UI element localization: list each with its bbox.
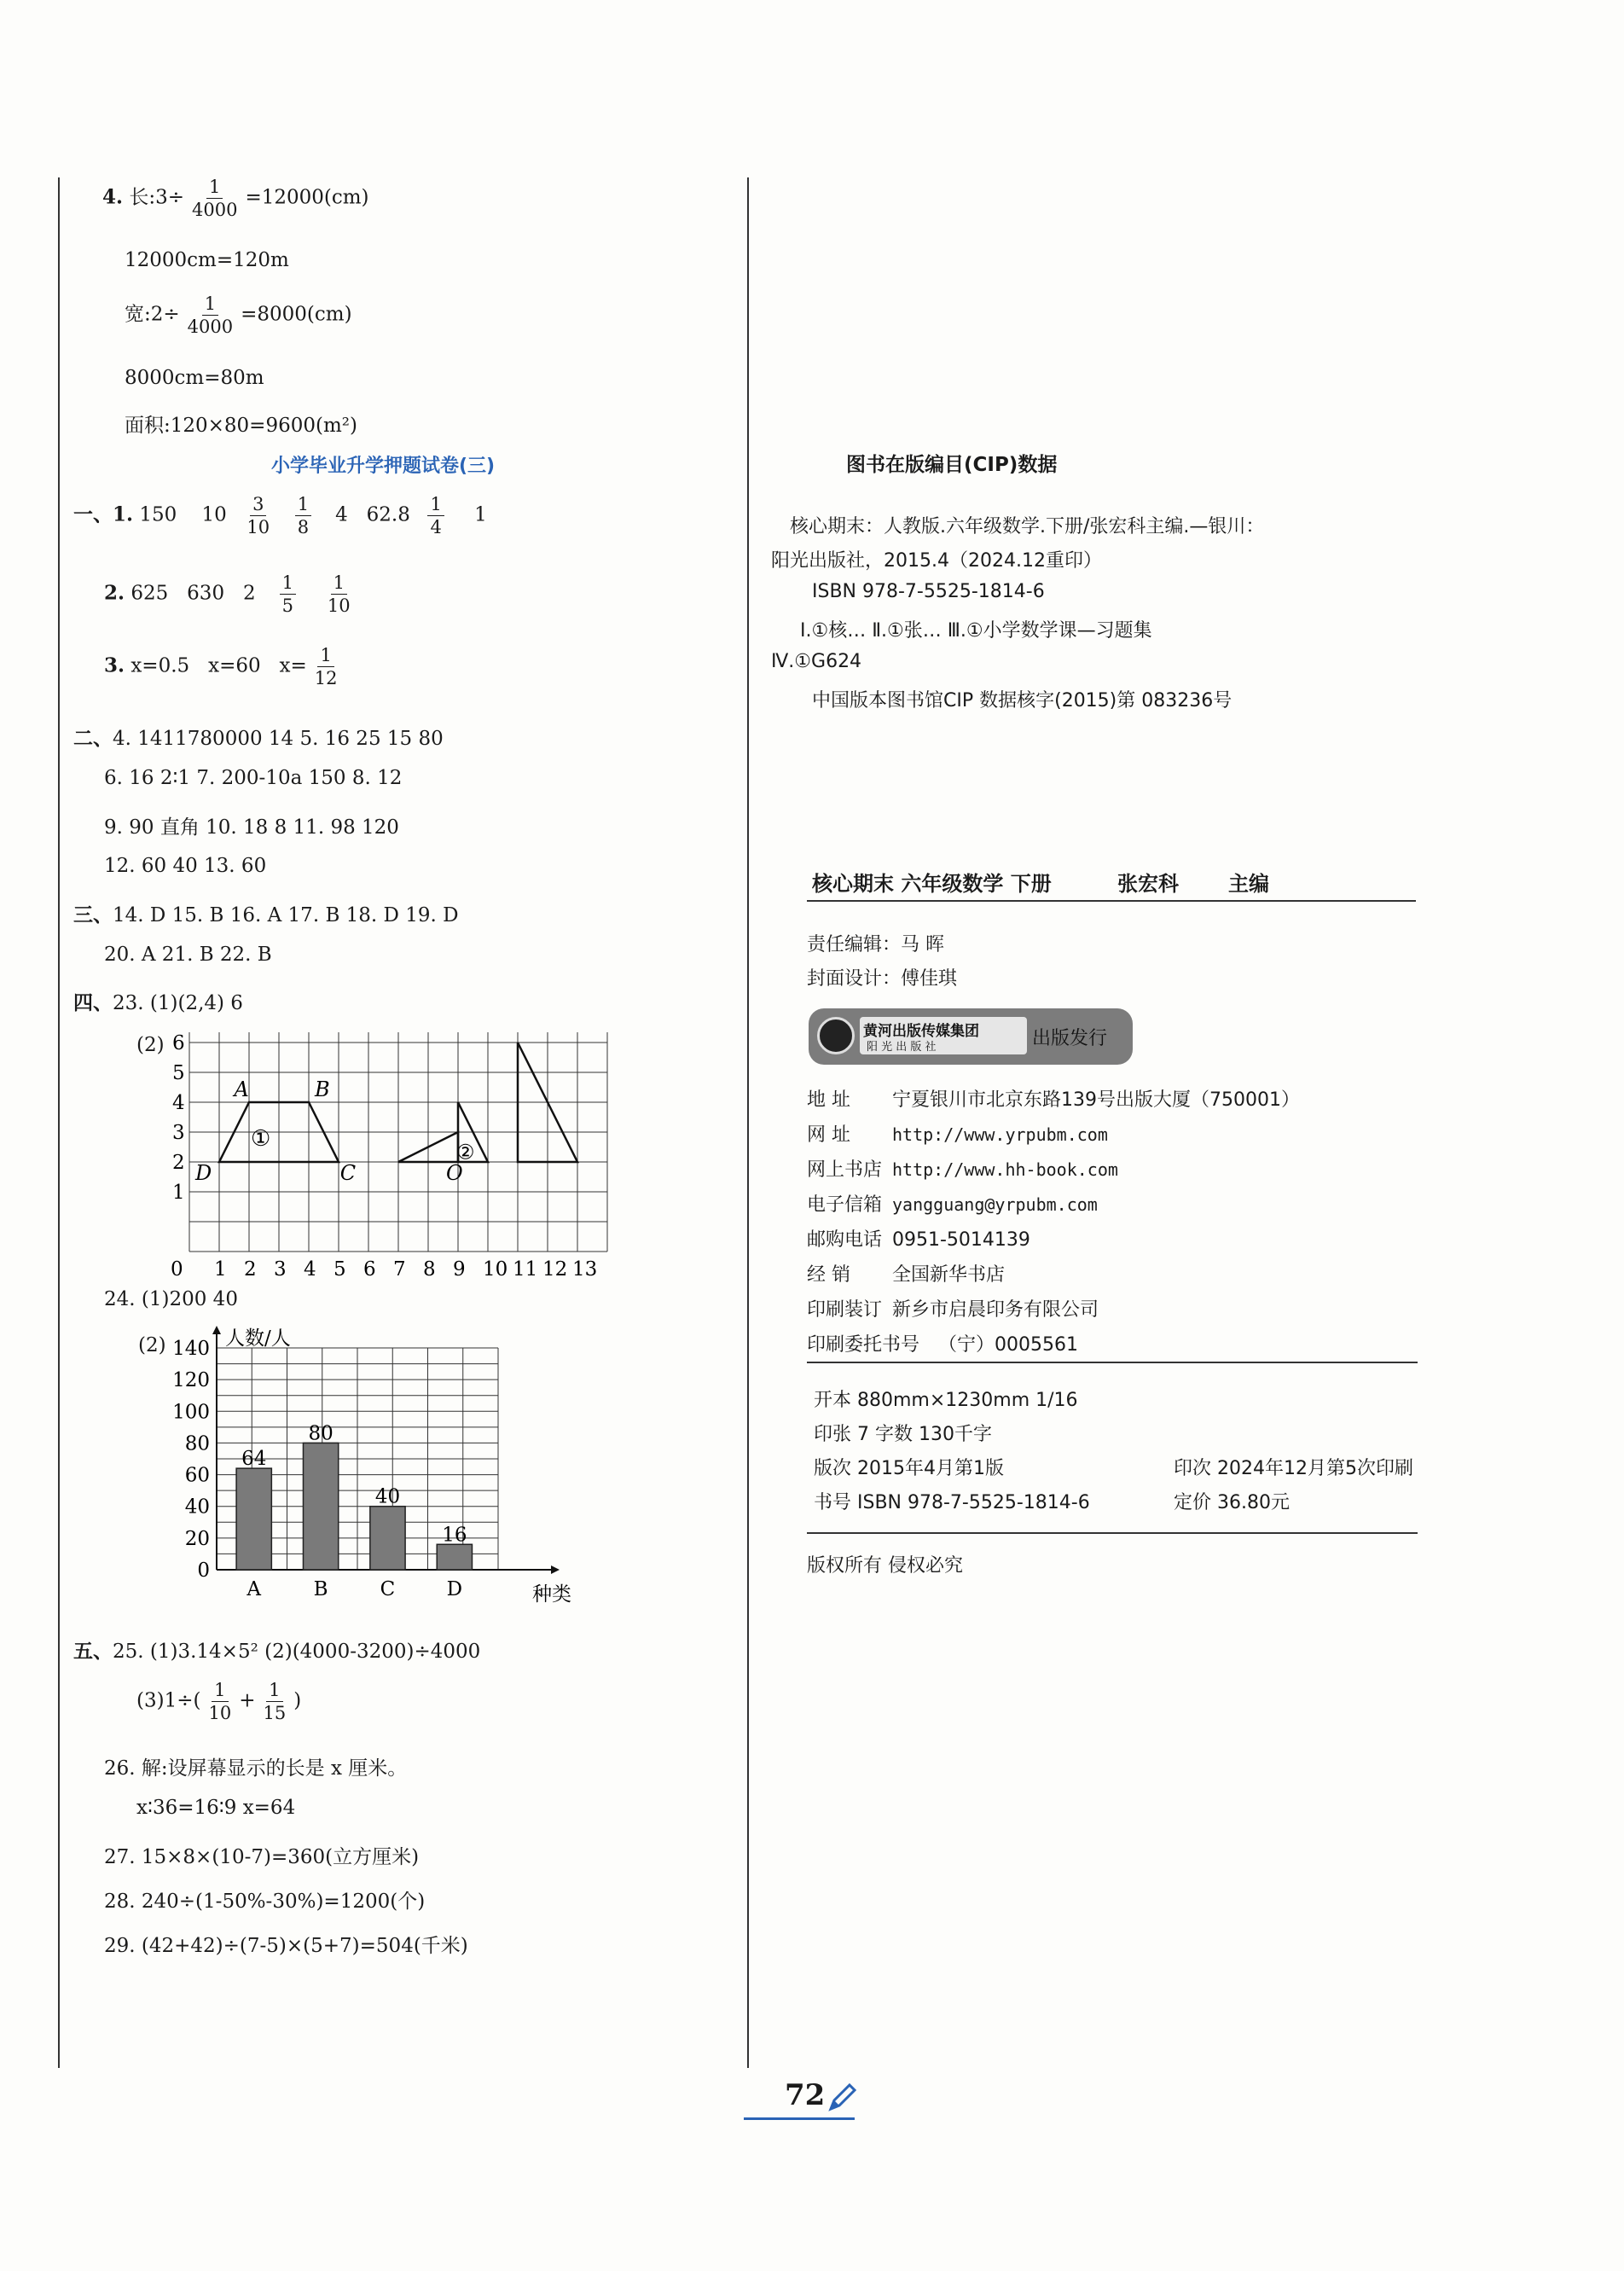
y-tick-label: 140 (172, 1338, 210, 1360)
shape-label: ① (251, 1125, 271, 1152)
x-tick-label: 2 (244, 1258, 257, 1281)
y-tick-label: 2 (172, 1152, 185, 1174)
q4-line4: 8000cm=80m (125, 367, 264, 389)
s1-q3: 3. x=0.5 x=60 x= $\frac{1}{12}$ (104, 646, 345, 688)
publisher-group: 黄河出版传媒集团 (863, 1023, 979, 1040)
grid-labels (194, 1077, 475, 1185)
printing: 印次 2024年12月第5次印刷 (1174, 1458, 1413, 1479)
format: 开本 880mm×1230mm 1/16 (814, 1390, 1078, 1411)
coordinate-grid-figure (128, 1032, 623, 1281)
y-tick-label: 6 (172, 1032, 185, 1054)
s2-row2: 6. 16 2∶1 7. 200-10a 150 8. 12 (104, 767, 403, 789)
s1-q1: 一、1. 150 10 $\frac{3}{10}$ $\frac{1}{8}$ 4 62.8 $\frac{1}{4}$ 1 (73, 494, 487, 538)
y-tick-label: 3 (172, 1122, 185, 1144)
q4-number: 4. (102, 185, 124, 209)
cip-line: Ⅰ.①核… Ⅱ.①张… Ⅲ.①小学数学课—习题集 (800, 620, 1152, 642)
x-tick-label: 6 (363, 1258, 376, 1281)
info-row: 印刷委托书号 （宁）0005561 (807, 1334, 1078, 1356)
y-tick-label: 100 (172, 1401, 210, 1424)
cip-line: ISBN 978-7-5525-1814-6 (812, 581, 1045, 602)
cip-title: 图书在版编目(CIP)数据 (846, 454, 1058, 476)
category-label: C (380, 1578, 396, 1600)
fraction: $\frac{1}{4000}$ (187, 293, 234, 338)
q4-text: 长:3÷ (129, 186, 184, 209)
bar (303, 1443, 338, 1570)
bar-value-label: 64 (241, 1448, 267, 1471)
fraction: $\frac{1}{4}$ (427, 495, 444, 537)
x-tick-label: 7 (393, 1258, 406, 1281)
logo-emblem-icon (817, 1017, 855, 1054)
x-tick-label: 3 (274, 1258, 287, 1281)
q4-line5: 面积:120×80=9600(m²) (125, 415, 357, 437)
bar (236, 1468, 271, 1570)
q4-line1 (102, 177, 369, 219)
y-tick-label: 5 (172, 1062, 185, 1084)
responsible-editor: 责任编辑：马 晖 (807, 934, 944, 955)
s5-q26b: x∶36=16∶9 x=64 (136, 1797, 296, 1819)
fraction: $\frac{3}{10}$ (246, 494, 270, 538)
info-row: 网 址 http://www.yrpubm.com (807, 1124, 1108, 1146)
cover-design: 封面设计：傅佳琪 (807, 968, 958, 990)
publisher-name: 阳 光 出 版 社 (867, 1041, 937, 1054)
y-tick-label: 60 (184, 1464, 210, 1487)
title-rule (807, 900, 1416, 902)
y-axis-label: 人数/人 (225, 1327, 291, 1350)
x-tick-label: 13 (572, 1258, 598, 1281)
point-label: B (315, 1077, 330, 1101)
y-tick-label: 0 (197, 1559, 210, 1582)
x-tick-label: 5 (334, 1258, 346, 1281)
category-label: B (313, 1578, 328, 1600)
s3-row1: 三、14. D 15. B 16. A 17. B 18. D 19. D (73, 903, 459, 926)
q23-part2-label: (2) (136, 1034, 165, 1056)
bar-value-label: 80 (308, 1422, 334, 1445)
q24-part2-label: (2) (138, 1334, 166, 1356)
x-tick-label: 1 (214, 1258, 227, 1281)
bar-value-label: 16 (442, 1524, 467, 1547)
editor-role: 主编 (1228, 872, 1269, 896)
left-margin-rule (58, 177, 60, 2068)
q4-line2: 12000cm=120m (125, 249, 289, 271)
x-tick-label: 9 (453, 1258, 466, 1281)
center-divider (747, 177, 749, 2068)
fraction: $\frac{1}{10}$ (327, 572, 351, 617)
y-tick-label: 40 (184, 1496, 210, 1519)
y-tick-label: 4 (172, 1092, 185, 1114)
s5-q25-part3: (3)1÷( $\frac{1}{10}$ + $\frac{1}{15}$ ) (136, 1680, 302, 1724)
cip-line: 中国版本图书馆CIP 数据核字(2015)第 083236号 (812, 690, 1232, 712)
s5-q29: 29. (42+42)÷(7-5)×(5+7)=504(千米) (104, 1935, 468, 1957)
bottom-rule (807, 1532, 1418, 1534)
cip-line: Ⅳ.①G624 (771, 651, 862, 672)
x-tick-label: 0 (171, 1258, 183, 1281)
cip-line: 阳光出版社，2015.4（2024.12重印） (771, 550, 1102, 572)
fraction: $\frac{1}{5}$ (280, 573, 296, 615)
s5-q28: 28. 240÷(1-50%-30%)=1200(个) (104, 1891, 426, 1913)
bar-chart (162, 1321, 640, 1611)
s2-row3: 9. 90 直角 10. 18 8 11. 98 120 (104, 816, 399, 839)
publisher-logo (809, 1008, 1133, 1065)
fraction: $\frac{1}{15}$ (263, 1680, 287, 1724)
point-label: A (234, 1077, 249, 1101)
fraction: $\frac{1}{8}$ (295, 495, 311, 537)
q4-result: =12000(cm) (245, 186, 369, 209)
cip-line: 核心期末：人教版.六年级数学.下册/张宏科主编.—银川： (790, 516, 1265, 537)
y-tick-label: 20 (184, 1527, 210, 1550)
q4-line3: 宽:2÷ $\frac{1}{4000}$ =8000(cm) (125, 293, 352, 338)
s4-q23: 四、23. (1)(2,4) 6 (73, 991, 243, 1014)
s5-q25: 五、25. (1)3.14×5² (2)(4000-3200)÷4000 (73, 1640, 481, 1663)
s5-q27: 27. 15×8×(10-7)=360(立方厘米) (104, 1846, 420, 1868)
point-label: O (446, 1161, 463, 1185)
x-axis-arrow (551, 1565, 560, 1574)
s5-q26: 26. 解:设屏幕显示的长是 x 厘米。 (104, 1757, 408, 1780)
category-label: A (246, 1578, 262, 1600)
shape-label: ② (456, 1140, 475, 1165)
price: 定价 36.80元 (1174, 1492, 1290, 1513)
rights: 版权所有 侵权必究 (807, 1555, 963, 1577)
bar (370, 1507, 405, 1570)
fraction: $\frac{1}{4000}$ (191, 177, 238, 221)
x-tick-label: 8 (423, 1258, 436, 1281)
info-row: 地 址 宁夏银川市北京东路139号出版大厦（750001） (807, 1089, 1300, 1111)
y-tick-label: 80 (184, 1432, 210, 1455)
s2-row4: 12. 60 40 13. 60 (104, 855, 267, 877)
x-axis-label: 种类 (532, 1583, 571, 1606)
info-row: 电子信箱 yangguang@yrpubm.com (807, 1194, 1098, 1216)
fraction: $\frac{1}{10}$ (208, 1680, 232, 1724)
point-label: C (339, 1161, 357, 1185)
bar-value-label: 40 (374, 1485, 401, 1508)
y-tick-label: 1 (172, 1182, 185, 1204)
category-label: D (446, 1578, 463, 1600)
info-row: 印刷装订 新乡市启晨印务有限公司 (807, 1299, 1099, 1321)
bar (437, 1544, 472, 1570)
editor-name: 张宏科 (1117, 872, 1179, 896)
s2-row1: 二、4. 1411780000 14 5. 16 25 15 80 (73, 727, 444, 750)
pencil-icon (826, 2080, 860, 2114)
info-row: 经 销 全国新华书店 (807, 1264, 1006, 1286)
book-title: 核心期末 六年级数学 下册 (812, 872, 1052, 896)
point-label: D (195, 1161, 212, 1185)
page-number: 72 (785, 2078, 826, 2112)
x-tick-label: 11 (513, 1258, 538, 1281)
x-tick-label: 4 (304, 1258, 316, 1281)
s4-q24: 24. (1)200 40 (104, 1288, 238, 1310)
y-tick-label: 120 (172, 1369, 210, 1392)
s3-row2: 20. A 21. B 22. B (104, 944, 272, 966)
section-title: 小学毕业升学押题试卷(三) (271, 456, 496, 477)
x-tick-label: 10 (483, 1258, 508, 1281)
info-row: 网上书店 http://www.hh-book.com (807, 1159, 1118, 1181)
grid-ticks (171, 1032, 597, 1281)
publish-issue: 出版发行 (1032, 1028, 1108, 1049)
page-number-underline (744, 2117, 855, 2120)
info-rule (807, 1362, 1418, 1363)
s1-q2: 2. 625 630 2 $\frac{1}{5}$ $\frac{1}{10}$ (104, 573, 358, 615)
y-axis-arrow (212, 1326, 221, 1334)
fraction: $\frac{1}{12}$ (314, 645, 338, 689)
isbn: 书号 ISBN 978-7-5525-1814-6 (814, 1492, 1090, 1513)
x-tick-label: 12 (542, 1258, 568, 1281)
info-row: 邮购电话 0951-5014139 (807, 1229, 1030, 1251)
edition: 版次 2015年4月第1版 (814, 1458, 1004, 1479)
sheets: 印张 7 字数 130千字 (814, 1424, 992, 1445)
